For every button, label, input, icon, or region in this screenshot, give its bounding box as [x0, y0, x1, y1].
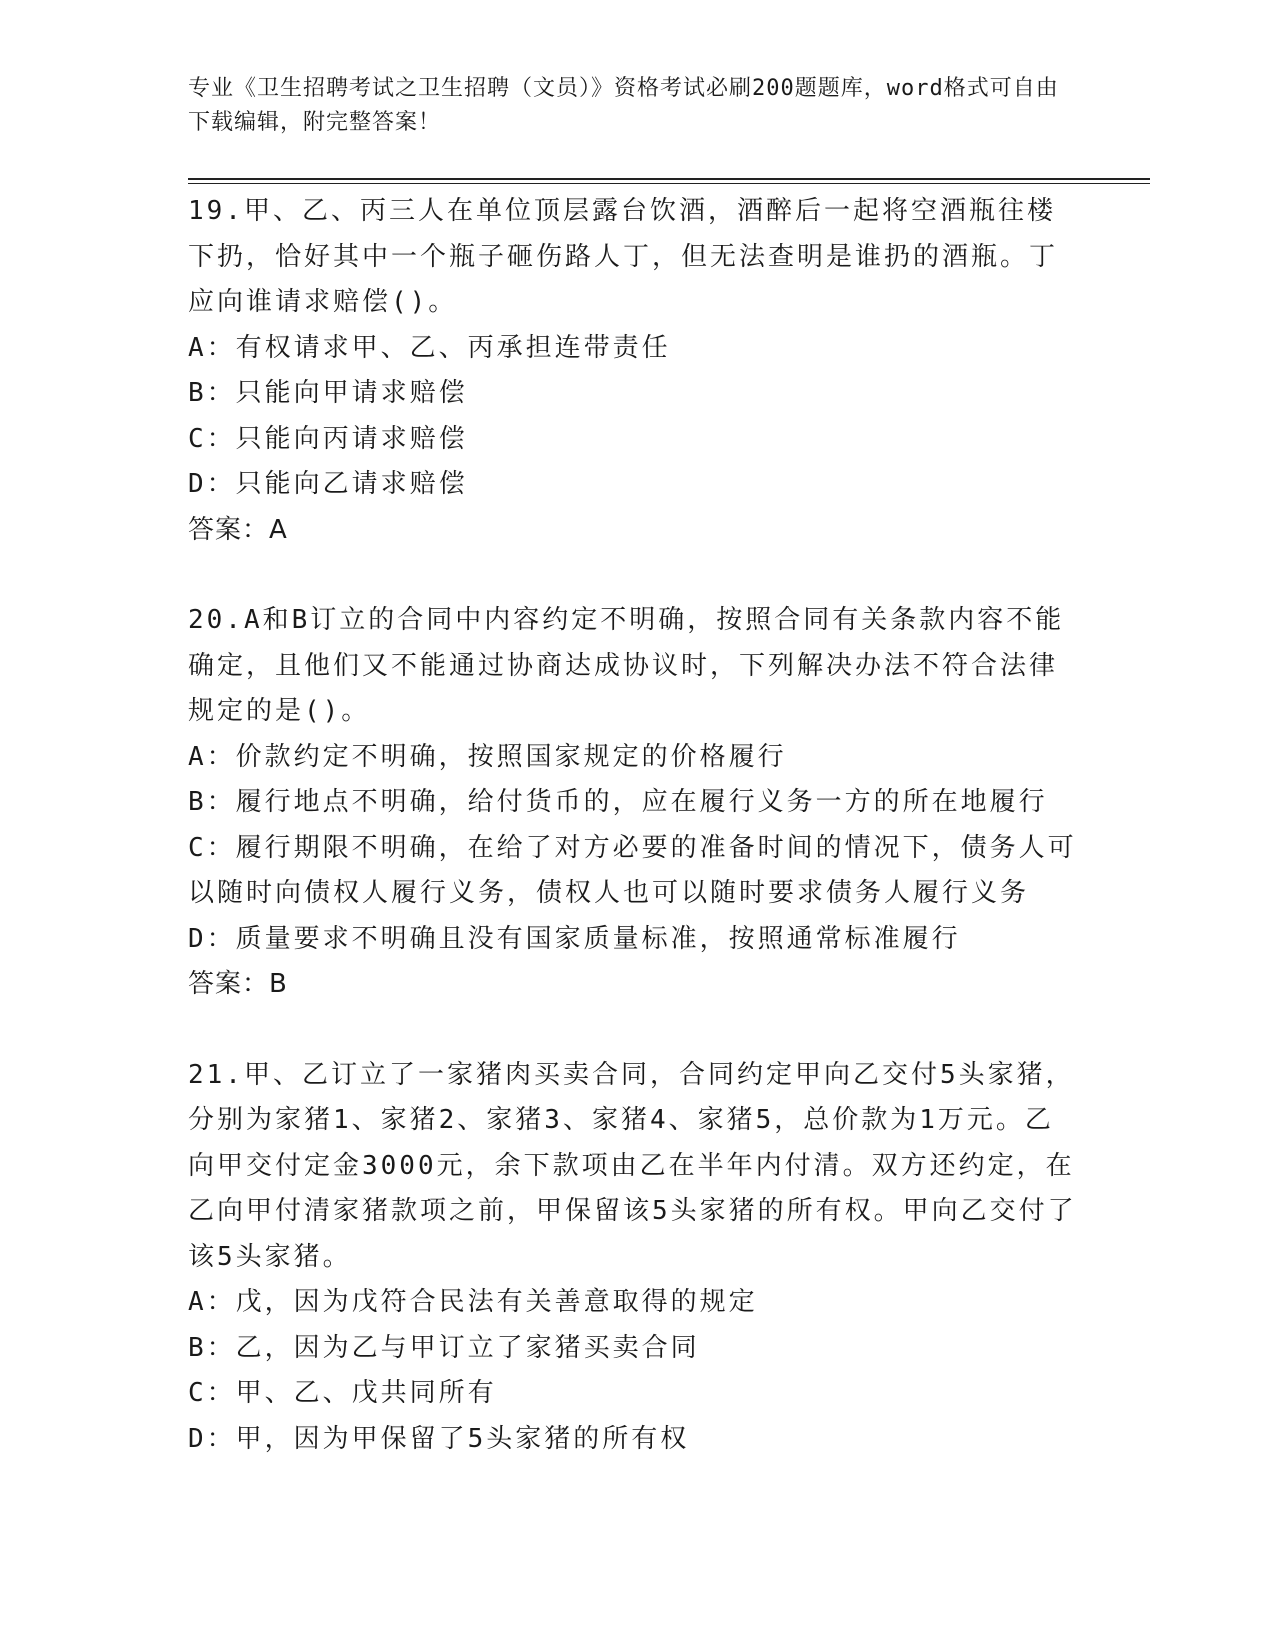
header-divider-thick	[188, 178, 1150, 180]
document-header	[188, 72, 1068, 140]
option-c: C：甲、乙、戊共同所有	[188, 1378, 497, 1408]
option-b: B：履行地点不明确，给付货币的，应在履行义务一方的所在地履行	[188, 787, 1048, 817]
option-b: B：乙，因为乙与甲订立了家猪买卖合同	[188, 1332, 700, 1363]
question-stem: 21.甲、乙订立了一家猪肉买卖合同，合同约定甲向乙交付5头家猪，分别为家猪1、家猪2、家猪3、家猪4、家猪5，总价款为1万元。乙向甲交付定金3000元，余下款项由乙在半年内付清。双方还约定，在乙向甲付清家猪款项之前，甲保留该5头家猪的所有权。甲向乙交付了该5头家猪。	[188, 1059, 1077, 1272]
header-text: 专业《卫生招聘考试之卫生招聘（文员）》资格考试必刷200题题库，word格式可自由下载编辑，附完整答案！	[188, 76, 1059, 135]
option-a: A：有权请求甲、乙、丙承担连带责任	[188, 332, 671, 363]
question-21	[188, 1053, 1078, 1463]
answer-label: 答案：A	[188, 514, 288, 545]
question-19	[188, 189, 1078, 553]
option-d: D：只能向乙请求赔偿	[188, 469, 468, 499]
option-a: A：价款约定不明确，按照国家规定的价格履行	[188, 741, 787, 772]
question-list	[188, 189, 1078, 1462]
answer-label: 答案：B	[188, 969, 288, 999]
question-stem: 19.甲、乙、丙三人在单位顶层露台饮酒，酒醉后一起将空酒瓶往楼下扔，恰好其中一个瓶子砸伤路人丁，但无法查明是谁扔的酒瓶。丁应向谁请求赔偿()。	[188, 196, 1059, 317]
option-d: D：质量要求不明确且没有国家质量标准，按照通常标准履行	[188, 923, 961, 954]
option-c: C：只能向丙请求赔偿	[188, 423, 468, 454]
question-spacer	[188, 553, 1078, 598]
header-divider-thin	[188, 183, 1150, 184]
question-stem: 20.A和B订立的合同中内容约定不明确，按照合同有关条款内容不能确定，且他们又不能通过协商达成协议时，下列解决办法不符合法律规定的是()。	[188, 605, 1065, 726]
option-a: A：戊，因为戊符合民法有关善意取得的规定	[188, 1287, 758, 1317]
option-d: D：甲，因为甲保留了5头家猪的所有权	[188, 1423, 690, 1454]
question-20	[188, 598, 1078, 1008]
option-b: B：只能向甲请求赔偿	[188, 378, 468, 408]
option-c: C：履行期限不明确，在给了对方必要的准备时间的情况下，债务人可以随时向债权人履行义务，债权人也可以随时要求债务人履行义务	[188, 832, 1077, 908]
question-spacer	[188, 1008, 1078, 1053]
